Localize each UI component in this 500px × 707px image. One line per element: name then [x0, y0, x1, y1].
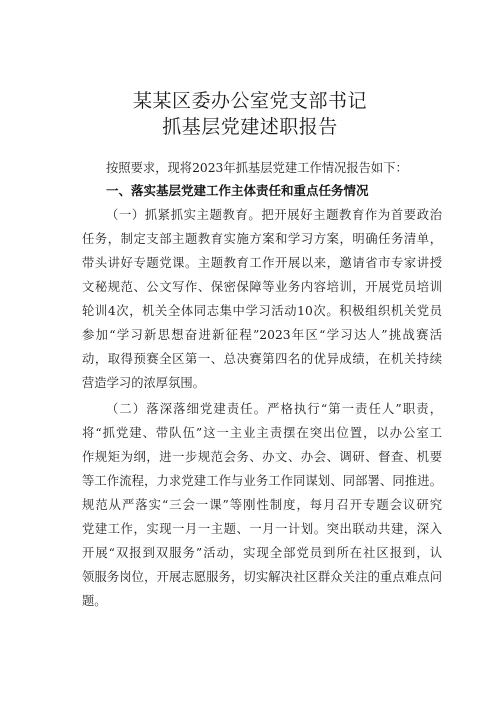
paragraph-2-line: 规范从严落实“三会一课”等刚性制度，每月召开专题会议研究 [82, 498, 442, 512]
document-title-line-1: 某某区委办公室党支部书记 [132, 90, 367, 112]
paragraph-2-line: 题。 [82, 594, 107, 608]
paragraph-1-line: 参加“学习新思想奋进新征程”2023年区“学习达人”挑战赛活 [82, 328, 442, 342]
paragraph-1-line: 动，取得预赛全区第一、总决赛第四名的优异成绩，在机关持续 [82, 352, 442, 366]
paragraph-2-line: 作规矩为纲，进一步规范会务、办文、办会、调研、督查、机要 [82, 450, 442, 464]
paragraph-1-line: 营造学习的浓厚氛围。 [82, 376, 205, 390]
paragraph-1-line: 文秘规范、公文写作、保密保障等业务内容培训，开展党员培训 [82, 280, 442, 294]
paragraph-1-line: （一）抓紧抓实主题教育。把开展好主题教育作为首要政治 [106, 208, 442, 222]
paragraph-2-line: 领服务岗位，开展志愿服务，切实解决社区群众关注的重点难点问 [82, 570, 442, 584]
paragraph-1-line: 带头讲好专题党课。主题教育工作开展以来，邀请省市专家讲授 [82, 256, 442, 270]
paragraph-2-line: （二）落深落细党建责任。严格执行“第一责任人”职责， [106, 402, 442, 416]
paragraph-2-line: 党建工作，实现一月一主题、一月一计划。突出联动共建，深入 [82, 522, 442, 536]
paragraph-2-line: 将“抓党建、带队伍”这一主业主责摆在突出位置，以办公室工 [82, 426, 442, 440]
document-title-line-2: 抓基层党建述职报告 [162, 116, 338, 138]
paragraph-1-line: 任务，制定支部主题教育实施方案和学习方案，明确任务清单， [82, 232, 442, 246]
paragraph-2-line: 开展“双报到双服务”活动，实现全部党员到所在社区报到，认 [82, 546, 442, 560]
section-heading-1: 一、落实基层党建工作主体责任和重点任务情况 [106, 183, 369, 198]
paragraph-1-line: 轮训4次，机关全体同志集中学习活动10次。积极组织机关党员 [82, 304, 442, 318]
intro-paragraph: 按照要求，现将2023年抓基层党建工作情况报告如下： [106, 161, 408, 175]
paragraph-2-line: 等工作流程，力求党建工作与业务工作同谋划、同部署、同推进。 [82, 474, 442, 488]
